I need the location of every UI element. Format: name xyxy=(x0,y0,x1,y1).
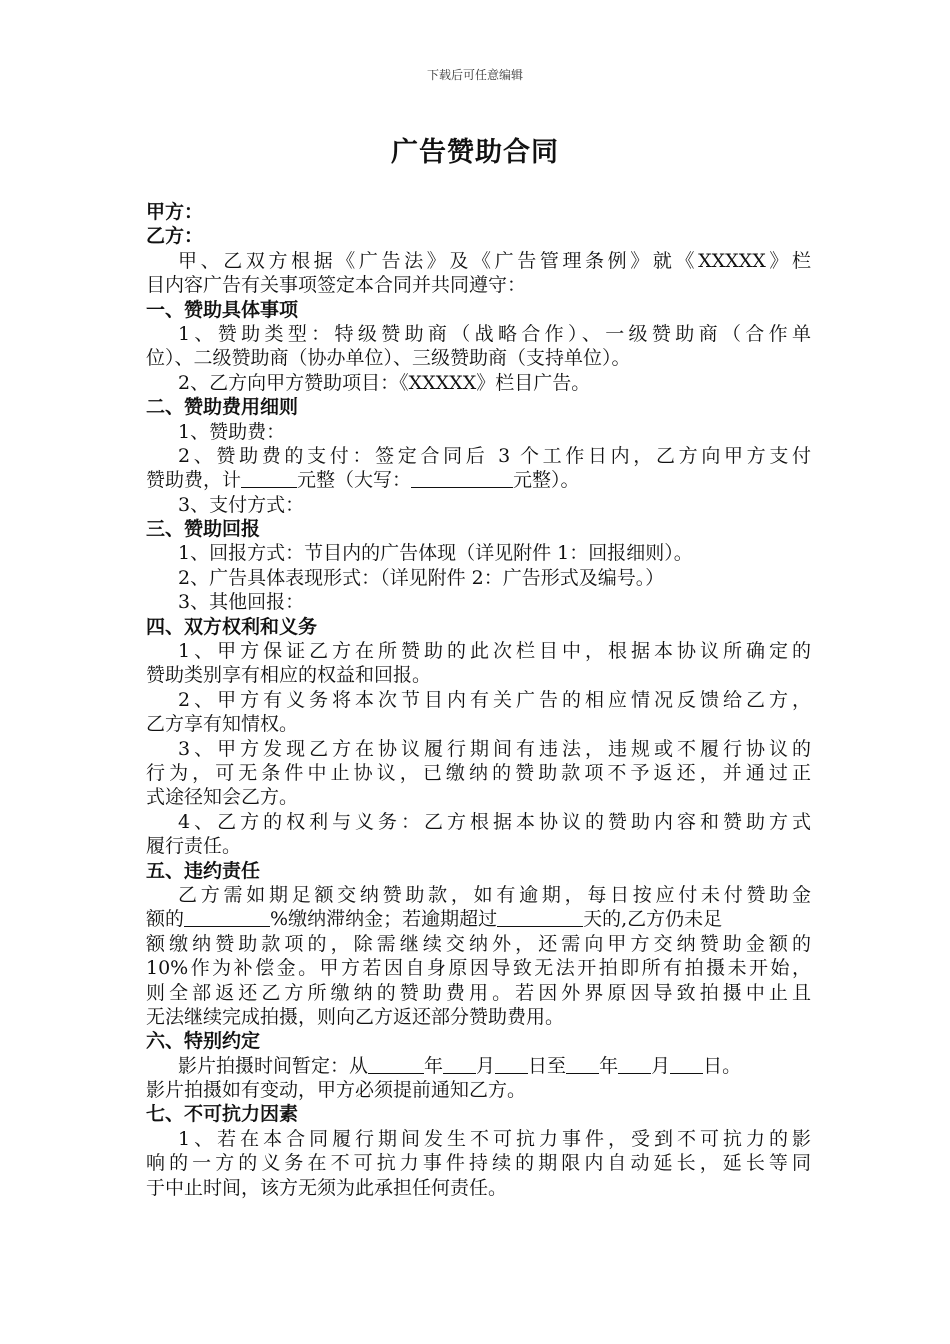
s1-p1-line-1: 1、赞助类型：特级赞助商（战略合作）、一级赞助商（合作单 xyxy=(178,322,811,345)
s3-p3: 3、其他回报： xyxy=(178,591,305,614)
end-year-blank[interactable] xyxy=(566,1055,599,1074)
s4-p4-line-1: 4、乙方的权利与义务：乙方根据本协议的赞助内容和赞助方式 xyxy=(178,810,811,833)
section-7-title: 七、不可抗力因素 xyxy=(146,1103,299,1126)
party-b-label: 乙方： xyxy=(146,225,204,248)
s2-fee-text-3: 元整）。 xyxy=(513,469,580,492)
overdue-days-blank[interactable] xyxy=(497,908,583,927)
s5-line-2 xyxy=(146,907,811,931)
s5-line-4: 10%作为补偿金。甲方若因自身原因导致无法开拍即所有拍摄未开始， xyxy=(146,957,811,980)
s2-p2-line-1: 2、赞助费的支付：签定合同后 3 个工作日内，乙方向甲方支付 xyxy=(178,444,811,467)
s5-text-3: 天的,乙方仍未足 xyxy=(583,908,723,931)
s6-day-end: 日。 xyxy=(703,1054,742,1077)
s5-line-6: 无法继续完成拍摄，则向乙方返还部分赞助费用。 xyxy=(146,1005,565,1028)
s5-line-1: 乙方需如期足额交纳赞助款，如有逾期，每日按应付未付赞助金 xyxy=(178,883,811,906)
intro-line-2: 目内容广告有关事项签定本合同并共同遵守： xyxy=(146,274,527,297)
s1-p2: 2、乙方向甲方赞助项目：《XXXXX》栏目广告。 xyxy=(178,371,591,394)
s6-year-1: 年 xyxy=(424,1054,444,1077)
s3-p1: 1、回报方式：节目内的广告体现（详见附件 1：回报细则）。 xyxy=(178,542,693,565)
s7-p1-line-3: 于中止时间，该方无须为此承担任何责任。 xyxy=(146,1176,508,1199)
fee-capital-blank[interactable] xyxy=(411,469,513,488)
s5-text-1: 额的 xyxy=(146,908,185,931)
start-day-blank[interactable] xyxy=(495,1055,528,1074)
section-2-title: 二、赞助费用细则 xyxy=(146,396,299,419)
s6-month-2: 月 xyxy=(651,1054,671,1077)
end-day-blank[interactable] xyxy=(670,1055,703,1074)
s6-text-from: 影片拍摄时间暂定：从 xyxy=(178,1054,369,1077)
s2-fee-text-2: 元整（大写： xyxy=(297,469,412,492)
s3-p2: 2、广告具体表现形式：（详见附件 2：广告形式及编号。） xyxy=(178,566,665,589)
s4-p1-line-1: 1、甲方保证乙方在所赞助的此次栏目中，根据本协议所确定的 xyxy=(178,640,811,663)
section-6-title: 六、特别约定 xyxy=(146,1030,261,1053)
s4-p2-line-2: 乙方享有知情权。 xyxy=(146,713,299,736)
s4-p4-line-2: 履行责任。 xyxy=(146,835,242,858)
s4-p2-line-1: 2、甲方有义务将本次节目内有关广告的相应情况反馈给乙方， xyxy=(178,688,811,711)
document-title: 广告赞助合同 xyxy=(391,137,559,168)
s1-p1-line-2: 位）、二级赞助商（协办单位）、三级赞助商（支持单位）。 xyxy=(146,347,631,370)
document-body xyxy=(146,200,811,1200)
s5-line-5: 则全部返还乙方所缴纳的赞助费用。若因外界原因导致拍摄中止且 xyxy=(146,981,811,1004)
s5-text-2: %缴纳滞纳金；若逾期超过 xyxy=(270,908,498,931)
s5-line-3: 额缴纳赞助款项的，除需继续交纳外，还需向甲方交纳赞助金额的 xyxy=(146,932,811,955)
s7-p1-line-2: 响的一方的义务在不可抗力事件持续的期限内自动延长，延长等同 xyxy=(146,1152,811,1175)
s6-month-1: 月 xyxy=(476,1054,496,1077)
late-fee-rate-blank[interactable] xyxy=(184,908,270,927)
start-year-blank[interactable] xyxy=(368,1055,424,1074)
s6-line-1 xyxy=(146,1054,811,1078)
header-note: 下载后可任意编辑 xyxy=(426,68,523,82)
section-3-title: 三、赞助回报 xyxy=(146,518,261,541)
end-month-blank[interactable] xyxy=(618,1055,651,1074)
s2-fee-text-1: 赞助费，计 xyxy=(146,469,242,492)
intro-line-1: 甲、乙双方根据《广告法》及《广告管理条例》就《XXXXX》栏 xyxy=(178,249,811,272)
s6-day-to: 日至 xyxy=(528,1054,567,1077)
s2-p1: 1、赞助费： xyxy=(178,420,286,443)
s7-p1-line-1: 1、若在本合同履行期间发生不可抗力事件，受到不可抗力的影 xyxy=(178,1127,811,1150)
s2-p3: 3、支付方式： xyxy=(178,493,305,516)
s4-p3-line-3: 式途径知会乙方。 xyxy=(146,786,299,809)
section-1-title: 一、赞助具体事项 xyxy=(146,298,299,321)
s4-p3-line-2: 行为，可无条件中止协议，已缴纳的赞助款项不予返还，并通过正 xyxy=(146,761,811,784)
s6-year-2: 年 xyxy=(599,1054,619,1077)
fee-amount-blank[interactable] xyxy=(241,469,297,488)
section-5-title: 五、违约责任 xyxy=(146,859,261,882)
s2-p2-line-2 xyxy=(146,468,811,492)
party-a-label: 甲方： xyxy=(146,201,204,223)
s4-p1-line-2: 赞助类别享有相应的权益和回报。 xyxy=(146,664,432,687)
start-month-blank[interactable] xyxy=(443,1055,476,1074)
section-4-title: 四、双方权利和义务 xyxy=(146,615,318,638)
s6-line-2: 影片拍摄如有变动，甲方必须提前通知乙方。 xyxy=(146,1079,527,1102)
s4-p3-line-1: 3、甲方发现乙方在协议履行期间有违法，违规或不履行协议的 xyxy=(178,737,811,760)
